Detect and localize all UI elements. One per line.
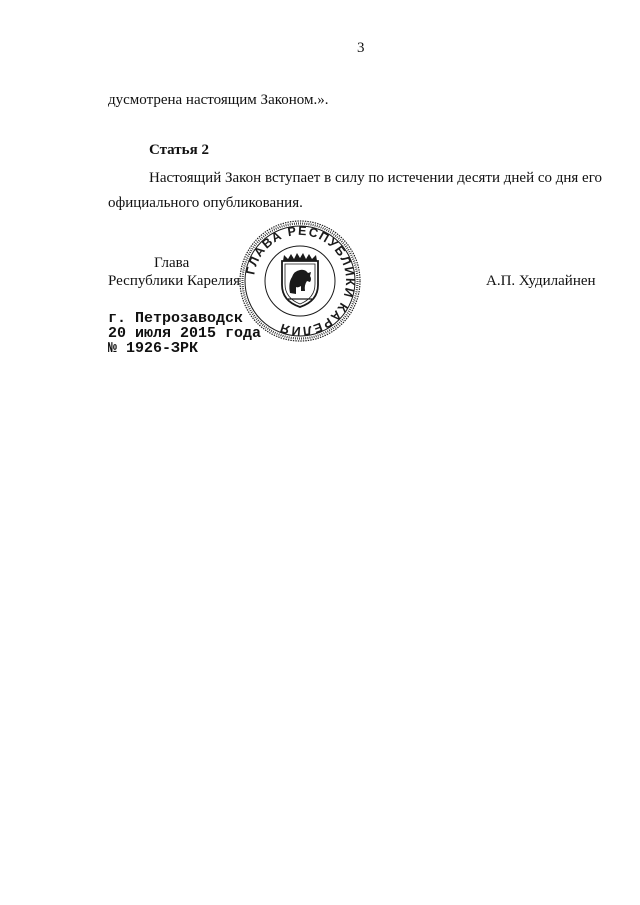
signatory-name: А.П. Худилайнен xyxy=(486,273,596,289)
seal-inscription: ГЛАВА РЕСПУБЛИКИ КАРЕЛИЯ xyxy=(243,223,358,339)
continuation-text: дусмотрена настоящим Законом.». xyxy=(108,92,329,108)
article-title: Статья 2 xyxy=(149,142,209,158)
paragraph-line: официального опубликования. xyxy=(108,195,303,211)
stamp-date: 20 июля 2015 года xyxy=(108,325,262,342)
signature-title: Глава xyxy=(154,255,190,271)
stamp-city: г. Петрозаводск xyxy=(108,310,244,327)
page-number: 3 xyxy=(357,40,365,56)
coat-of-arms-bear-icon xyxy=(282,253,318,307)
signature-title: Республики Карелия xyxy=(108,273,241,289)
paragraph-line: Настоящий Закон вступает в силу по истечении десяти дней со дня его xyxy=(149,170,602,186)
stamp-number: № 1926-ЗРК xyxy=(108,340,199,357)
official-seal xyxy=(238,219,362,343)
